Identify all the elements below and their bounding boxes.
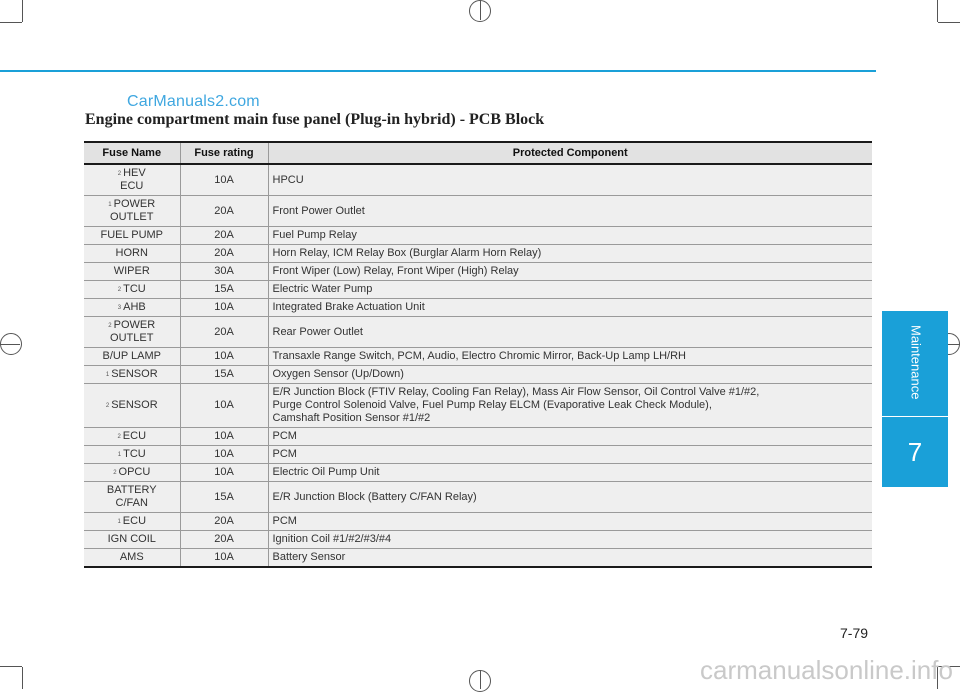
- protected-component: PCM: [272, 448, 297, 460]
- protected-component-cell: [268, 384, 872, 428]
- fuse-name-cell: [84, 348, 180, 366]
- protected-component: Ignition Coil #1/#2/#3/#4: [272, 533, 392, 545]
- fuse-name-cell: [84, 464, 180, 482]
- table-row: [84, 482, 872, 513]
- fuse-variant-mark: 2: [108, 323, 112, 329]
- protected-component-cell: [268, 317, 872, 348]
- fuse-name: SENSOR: [111, 399, 158, 411]
- protected-component: Rear Power Outlet: [272, 325, 363, 338]
- protected-component: Oxygen Sensor (Up/Down): [272, 368, 404, 380]
- table-row: [84, 446, 872, 464]
- fuse-variant-mark: 3: [117, 305, 122, 311]
- fuse-name-cell: [84, 227, 180, 245]
- protected-component: Integrated Brake Actuation Unit: [272, 301, 425, 313]
- protected-component-cell: [268, 464, 872, 482]
- fuse-rating-cell: 20A: [180, 317, 268, 348]
- registration-line-top: [480, 0, 481, 20]
- protected-component: Front Power Outlet: [272, 204, 365, 217]
- chapter-side-label: Maintenance: [908, 324, 924, 400]
- protected-component-cell: [268, 446, 872, 464]
- protected-component-cell: [268, 227, 872, 245]
- fuse-name: HEV: [123, 167, 146, 179]
- fuse-name: AMS: [119, 551, 144, 563]
- fuse-rating-cell: 15A: [180, 281, 268, 299]
- fuse-name: IGN COIL: [107, 533, 156, 545]
- fuse-name: TCU: [123, 448, 146, 460]
- protected-component: Fuel Pump Relay: [272, 229, 357, 241]
- fuse-rating-cell: 20A: [180, 513, 268, 531]
- table-row: [84, 464, 872, 482]
- protected-component-cell: [268, 531, 872, 549]
- protected-component-cell: [268, 549, 872, 568]
- fuse-variant-mark: 1: [108, 202, 112, 208]
- protected-component: HPCU: [272, 173, 304, 186]
- table-row: [84, 317, 872, 348]
- table-row: [84, 366, 872, 384]
- header-rule: [0, 70, 876, 72]
- fuse-name: SENSOR: [111, 368, 158, 380]
- crop-mark-tl-h: [0, 22, 22, 23]
- fuse-variant-mark: 2: [113, 470, 117, 476]
- fuse-rating-cell: 20A: [180, 245, 268, 263]
- chapter-number: 7: [882, 417, 948, 487]
- fuse-rating-cell: 10A: [180, 464, 268, 482]
- protected-component: E/R Junction Block (Battery C/FAN Relay): [272, 490, 477, 503]
- fuse-rating-cell: 20A: [180, 196, 268, 227]
- fuse-name: OPCU: [118, 466, 151, 478]
- header-fuse-rating: Fuse rating: [180, 142, 268, 164]
- fuse-name-cell: [84, 384, 180, 428]
- fuse-name: ECU: [122, 515, 147, 527]
- fuse-name-cell: [84, 482, 180, 513]
- fuse-name: POWER: [113, 319, 156, 331]
- table-row: [84, 164, 872, 196]
- fuse-name: FUEL PUMP: [100, 229, 164, 241]
- table-row: [84, 348, 872, 366]
- fuse-rating-cell: 15A: [180, 482, 268, 513]
- protected-component: E/R Junction Block (FTIV Relay, Cooling Fan Relay), Mass Air Flow Sensor, Oil Control Valve #1/#2,: [272, 386, 760, 398]
- protected-component: Horn Relay, ICM Relay Box (Burglar Alarm Horn Relay): [272, 247, 542, 259]
- table-row: [84, 281, 872, 299]
- fuse-name-cell: [84, 317, 180, 348]
- protected-component: Transaxle Range Switch, PCM, Audio, Electro Chromic Mirror, Back-Up Lamp LH/RH: [272, 350, 686, 362]
- fuse-rating-cell: 20A: [180, 531, 268, 549]
- registration-line-bottom: [480, 670, 481, 689]
- fuse-name-line2: OUTLET: [110, 211, 154, 223]
- fuse-name: WIPER: [113, 265, 150, 277]
- crop-mark-tl-v: [22, 0, 23, 22]
- fuse-rating-cell: 10A: [180, 164, 268, 196]
- protected-component-line3: Camshaft Position Sensor #1/#2: [272, 412, 431, 424]
- table-row: [84, 428, 872, 446]
- fuse-name-cell: [84, 513, 180, 531]
- fuse-name-cell: [84, 446, 180, 464]
- table-row: [84, 245, 872, 263]
- protected-component-cell: [268, 482, 872, 513]
- table-row: [84, 196, 872, 227]
- fuse-variant-mark: 1: [117, 519, 121, 525]
- table-row: [84, 384, 872, 428]
- header-fuse-name: Fuse Name: [84, 142, 180, 164]
- table-row: [84, 549, 872, 568]
- crop-mark-bl-h: [0, 666, 22, 667]
- fuse-variant-mark: 2: [117, 287, 122, 293]
- protected-component: Front Wiper (Low) Relay, Front Wiper (High) Relay: [272, 265, 519, 277]
- fuse-name-cell: [84, 245, 180, 263]
- protected-component-cell: [268, 263, 872, 281]
- fuse-rating-cell: 30A: [180, 263, 268, 281]
- table-row: [84, 531, 872, 549]
- fuse-rating-cell: 20A: [180, 227, 268, 245]
- table-header-row: [84, 142, 872, 164]
- fuse-name-line2: C/FAN: [115, 497, 148, 509]
- protected-component-cell: [268, 164, 872, 196]
- watermark-carmanuals2[interactable]: CarManuals2.com: [127, 93, 260, 110]
- section-title: Engine compartment main fuse panel (Plug-in hybrid) - PCB Block: [85, 111, 545, 128]
- fuse-variant-mark: 2: [117, 434, 121, 440]
- protected-component-cell: [268, 348, 872, 366]
- table-row: [84, 263, 872, 281]
- protected-component: Battery Sensor: [272, 551, 346, 563]
- fuse-rating-cell: 10A: [180, 299, 268, 317]
- protected-component: Electric Water Pump: [272, 283, 373, 295]
- fuse-name-cell: [84, 263, 180, 281]
- protected-component-cell: [268, 281, 872, 299]
- fuse-rating-cell: 10A: [180, 384, 268, 428]
- fuse-name: POWER: [113, 198, 156, 210]
- crop-mark-tr-h: [938, 22, 960, 23]
- fuse-name: AHB: [123, 301, 146, 313]
- fuse-name-cell: [84, 299, 180, 317]
- fuse-name-line2: OUTLET: [110, 332, 154, 344]
- page-number: 7-79: [840, 625, 869, 641]
- fuse-name: B/UP LAMP: [102, 350, 161, 362]
- fuse-name: ECU: [122, 430, 147, 442]
- watermark-carmanualsonline[interactable]: carmanualsonline.info: [700, 655, 953, 685]
- fuse-name-line2: ECU: [120, 180, 144, 192]
- fuse-table-body: [84, 164, 872, 567]
- fuse-name-cell: [84, 531, 180, 549]
- fuse-name-cell: [84, 428, 180, 446]
- protected-component-cell: [268, 245, 872, 263]
- fuse-variant-mark: 1: [117, 452, 122, 458]
- table-row: [84, 513, 872, 531]
- fuse-name-cell: [84, 549, 180, 568]
- crop-mark-tr-v: [937, 0, 938, 22]
- fuse-name: BATTERY: [106, 484, 157, 496]
- protected-component: PCM: [272, 515, 297, 527]
- fuse-rating-cell: 10A: [180, 549, 268, 568]
- table-row: [84, 227, 872, 245]
- fuse-name: HORN: [115, 247, 148, 259]
- protected-component-cell: [268, 196, 872, 227]
- header-protected-component: Protected Component: [268, 142, 872, 164]
- protected-component-cell: [268, 428, 872, 446]
- protected-component-cell: [268, 366, 872, 384]
- fuse-variant-mark: 1: [105, 372, 110, 378]
- fuse-name-cell: [84, 196, 180, 227]
- table-row: [84, 299, 872, 317]
- registration-line-left: [0, 344, 20, 345]
- fuse-rating-cell: 15A: [180, 366, 268, 384]
- fuse-variant-mark: 2: [105, 403, 110, 409]
- protected-component: PCM: [272, 430, 297, 442]
- protected-component-cell: [268, 513, 872, 531]
- fuse-rating-cell: 10A: [180, 446, 268, 464]
- fuse-name-cell: [84, 281, 180, 299]
- fuse-rating-cell: 10A: [180, 348, 268, 366]
- fuse-name-cell: [84, 366, 180, 384]
- fuse-variant-mark: 2: [117, 171, 122, 177]
- fuse-table: [84, 141, 872, 568]
- fuse-name-cell: [84, 164, 180, 196]
- protected-component-cell: [268, 299, 872, 317]
- protected-component-line2: Purge Control Solenoid Valve, Fuel Pump Relay ELCM (Evaporative Leak Check Module),: [272, 399, 712, 411]
- fuse-rating-cell: 10A: [180, 428, 268, 446]
- crop-mark-bl-v: [22, 667, 23, 689]
- fuse-name: TCU: [123, 283, 146, 295]
- protected-component: Electric Oil Pump Unit: [272, 466, 380, 478]
